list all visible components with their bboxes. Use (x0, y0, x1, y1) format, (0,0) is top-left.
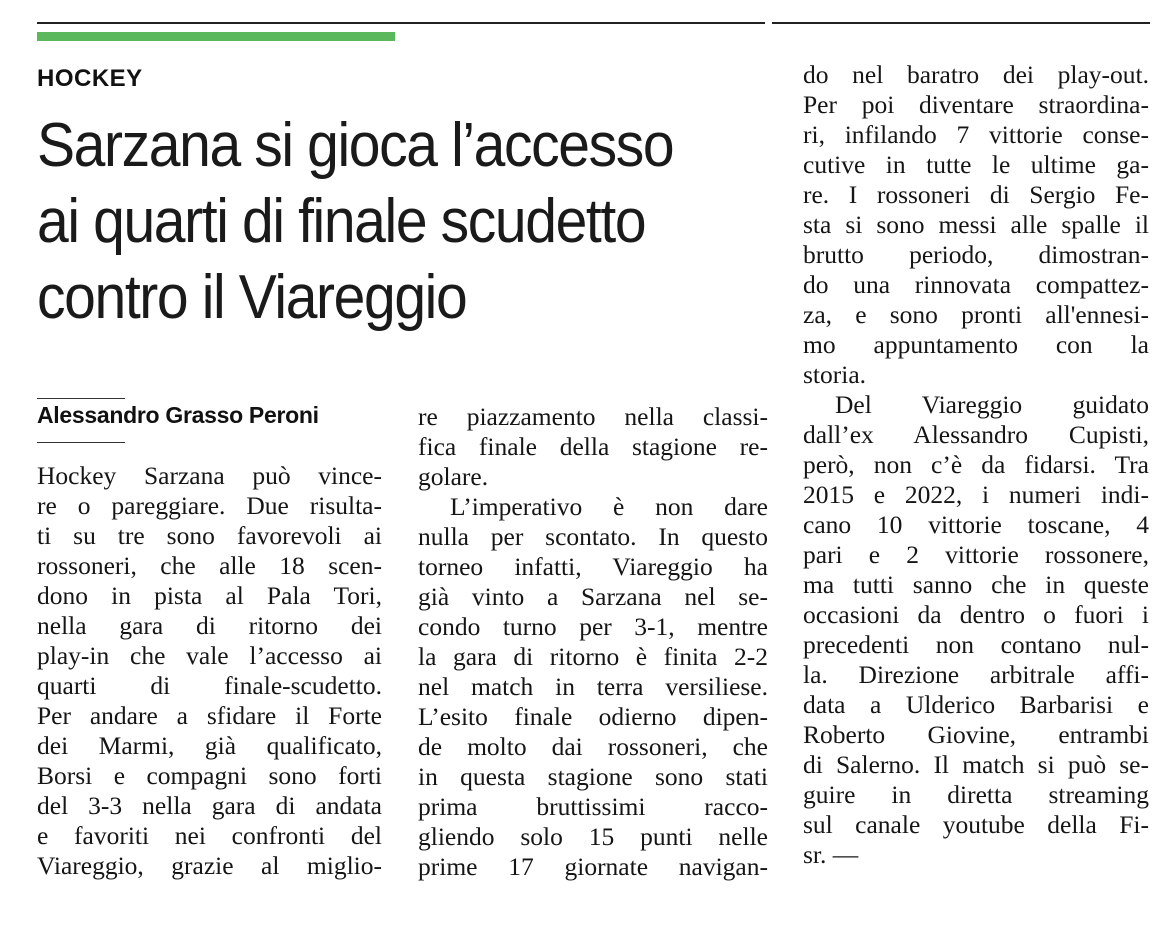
article-line: nella gara di ritorno dei (37, 611, 382, 640)
article-line: dall’ex Alessandro Cupisti, (803, 420, 1149, 449)
article-line: re o pareggiare. Due risulta- (37, 491, 382, 520)
article-line: re piazzamento nella classi- (418, 402, 768, 431)
article-line: 2015 e 2022, i numeri indi- (803, 480, 1149, 509)
section-accent-bar (37, 32, 395, 41)
article-line: la. Direzione arbitrale affi- (803, 660, 1149, 689)
article-line: golare. (418, 462, 489, 491)
article-line: data a Ulderico Barbarisi e (803, 690, 1149, 719)
article-line: Per poi diventare straordina- (803, 90, 1149, 119)
article-line: torneo infatti, Viareggio ha (418, 552, 768, 581)
article-line: rossoneri, che alle 18 scen- (37, 551, 382, 580)
article-line: la gara di ritorno è finita 2-2 (418, 642, 768, 671)
article-line: in questa stagione sono stati (418, 762, 768, 791)
article-column-1 (37, 461, 382, 881)
article-line: Viareggio, grazie al miglio- (37, 851, 382, 880)
article-line: del 3-3 nella gara di andata (37, 791, 382, 820)
article-line: de molto dai rossoneri, che (418, 732, 768, 761)
article-line: Hockey Sarzana può vince- (37, 461, 382, 490)
article-line: Roberto Giovine, entrambi (803, 720, 1149, 749)
article-line: do una rinnovata compattez- (803, 270, 1149, 299)
article-line: Borsi e compagni sono forti (37, 761, 382, 790)
article-line: fica finale della stagione re- (418, 432, 768, 461)
article-line: cutive in tutte le ultime ga- (803, 150, 1149, 179)
article-line: mo appuntamento con la (803, 330, 1149, 359)
article-line: ma tutti sanno che in queste (803, 570, 1149, 599)
headline (37, 108, 718, 336)
article-column-2 (418, 402, 768, 882)
headline-line: ai quarti di finale scudetto (37, 187, 646, 256)
headline-line: Sarzana si gioca l’accesso (37, 111, 674, 180)
article-line: quarti di finale-scudetto. (37, 671, 382, 700)
article-line: brutto periodo, dimostran- (803, 240, 1149, 269)
article-line: condo turno per 3-1, mentre (418, 612, 768, 641)
top-rule-right (772, 22, 1150, 24)
article-line: ri, infilando 7 vittorie conse- (803, 120, 1149, 149)
article-line: za, e sono pronti all'ennesi- (803, 300, 1149, 329)
article-line: prima bruttissimi racco- (418, 792, 768, 821)
article-line: dei Marmi, già qualificato, (37, 731, 382, 760)
headline-line: contro il Viareggio (37, 263, 467, 332)
article-line: pari e 2 vittorie rossonere, (803, 540, 1149, 569)
article-line: L’esito finale odierno dipen- (418, 702, 768, 731)
section-label: HOCKEY (37, 65, 143, 92)
article-line: di Salerno. Il match si può se- (803, 750, 1149, 779)
article-line: però, non c’è da fidarsi. Tra (803, 450, 1149, 479)
article-line: storia. (803, 360, 867, 389)
article-line: sta si sono messi alle spalle il (803, 210, 1149, 239)
article-line: nel match in terra versiliese. (418, 672, 768, 701)
article-line: ti su tre sono favorevoli ai (37, 521, 382, 550)
article-line: cano 10 vittorie toscane, 4 (803, 510, 1149, 539)
article-line: sr. — (803, 840, 859, 869)
article-line: nulla per scontato. In questo (418, 522, 768, 551)
top-rule (37, 22, 765, 24)
article-line: dono in pista al Pala Tori, (37, 581, 382, 610)
article-line: do nel baratro dei play-out. (803, 60, 1149, 89)
byline-rule-top (37, 398, 125, 399)
article-column-3 (803, 60, 1149, 870)
article-line: L’imperativo è non dare (450, 492, 768, 521)
article-line: e favoriti nei confronti del (37, 821, 382, 850)
author-byline: Alessandro Grasso Peroni (37, 402, 319, 428)
article-line: Del Viareggio guidato (835, 390, 1149, 419)
article-line: precedenti non contano nul- (803, 630, 1149, 659)
article-line: Per andare a sfidare il Forte (37, 701, 382, 730)
article-line: guire in diretta streaming (803, 780, 1149, 809)
article-line: già vinto a Sarzana nel se- (418, 582, 768, 611)
article-line: play-in che vale l’accesso ai (37, 641, 382, 670)
article-line: gliendo solo 15 punti nelle (418, 822, 768, 851)
article-line: re. I rossoneri di Sergio Fe- (803, 180, 1149, 209)
article-line: sul canale youtube della Fi- (803, 810, 1149, 839)
byline-rule-bottom (37, 442, 125, 443)
article-line: prime 17 giornate navigan- (418, 852, 768, 881)
article-line: occasioni da dentro o fuori i (803, 600, 1149, 629)
